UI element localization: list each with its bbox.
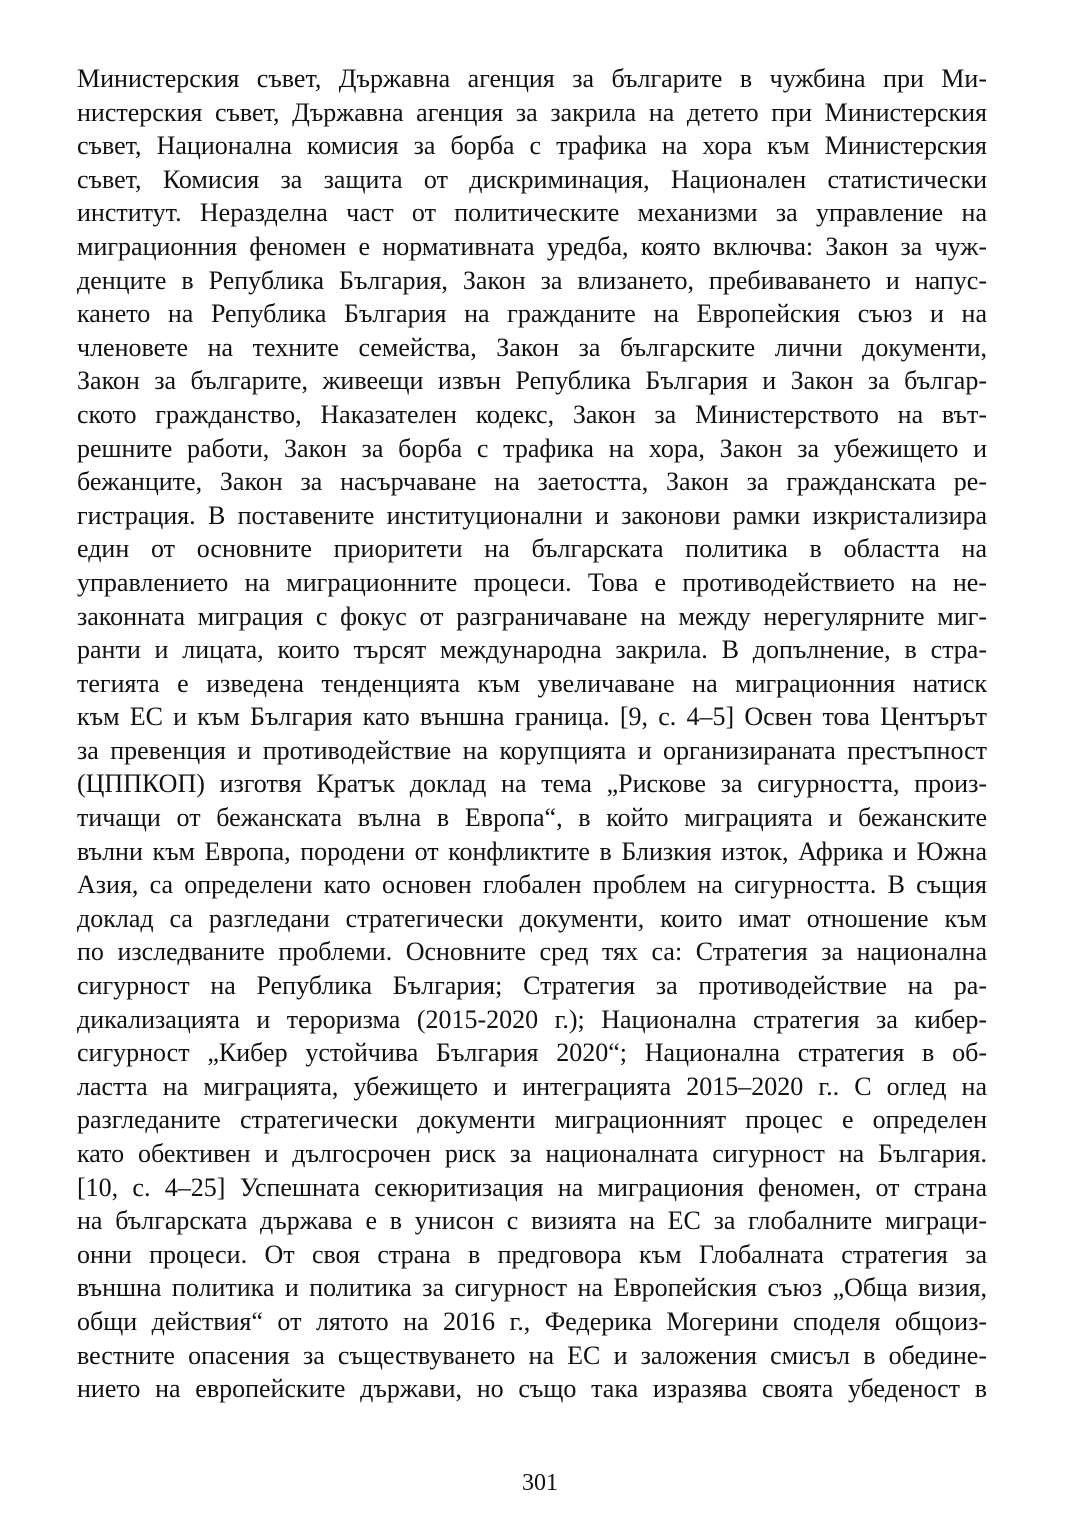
text-line: вестните опасения за съществуването на ЕС и заложения смисъл в обедине- <box>77 1340 987 1370</box>
text-line: дикализацията и тероризма (2015-2020 г.); Национална стратегия за кибер- <box>77 1004 987 1034</box>
text-line: онни процеси. От своя страна в предговора към Глобалната стратегия за <box>77 1239 987 1269</box>
text-line: бежанците, Закон за насърчаване на заетостта, Закон за гражданската ре- <box>77 467 987 497</box>
text-line: на българската държава е в унисон с визията на ЕС за глобалните миграци- <box>77 1206 987 1236</box>
page-number: 301 <box>522 1470 558 1496</box>
text-line: като обективен и дългосрочен риск за националната сигурност на България. <box>77 1139 987 1168</box>
text-line: миграционния феномен е нормативната уредба, която включва: Закон за чуж- <box>77 231 987 261</box>
text-line: съвет, Комисия за защита от дискриминация, Национален статистически <box>77 164 987 194</box>
text-line: общи действия“ от лятото на 2016 г., Федерика Могерини споделя общоиз- <box>77 1306 987 1336</box>
text-line: Азия, са определени като основен глобален проблем на сигурността. В същия <box>77 870 987 900</box>
text-line: тегията е изведена тенденцията към увеличаване на миграционния натиск <box>77 668 987 698</box>
text-line: един от основните приоритети на българската политика в областта на <box>77 534 987 564</box>
text-line: тичащи от бежанската вълна в Европа“, в който миграцията и бежанските <box>77 803 987 833</box>
text-line: (ЦППКОП) изготвя Кратък доклад на тема „Рискове за сигурността, произ- <box>77 769 987 799</box>
text-line: ранти и лицата, които търсят международна закрила. В допълнение, в стра- <box>77 635 987 665</box>
text-line: по изследваните проблеми. Основните сред тях са: Стратегия за национална <box>77 937 987 967</box>
text-line: институт. Неразделна част от политическите механизми за управление на <box>77 198 987 228</box>
body-text <box>77 62 987 1406</box>
text-line: решните работи, Закон за борба с трафика на хора, Закон за убежището и <box>77 433 987 463</box>
text-line: кането на Република България на гражданите на Европейския съюз и на <box>77 299 987 329</box>
text-line: ластта на миграцията, убежището и интеграцията 2015–2020 г.. С оглед на <box>77 1071 987 1101</box>
text-line: Министерския съвет, Държавна агенция за българите в чужбина при Ми- <box>77 64 987 93</box>
text-line: ското гражданство, Наказателен кодекс, Закон за Министерството на вът- <box>77 399 987 429</box>
text-line: членовете на техните семейства, Закон за българските лични документи, <box>77 332 987 362</box>
text-line: нистерския съвет, Държавна агенция за закрила на детето при Министерския <box>77 97 987 127</box>
text-line: управлението на миграционните процеси. Това е противодействието на не- <box>77 567 987 597</box>
text-line: сигурност „Кибер устойчива България 2020“; Национална стратегия в об- <box>77 1038 987 1068</box>
text-line: външна политика и политика за сигурност на Европейския съюз „Обща визия, <box>77 1273 987 1303</box>
text-line: гистрация. В поставените институционални и законови рамки изкристализира <box>77 500 987 530</box>
text-line: [10, с. 4–25] Успешната секюритизация на миграциония феномен, от страна <box>77 1172 987 1202</box>
text-line: законната миграция с фокус от разграничаване на между нерегулярните миг- <box>77 601 987 631</box>
text-line: съвет, Национална комисия за борба с трафика на хора към Министерския <box>77 131 987 161</box>
text-line: денците в Република България, Закон за влизането, пребиваването и напус- <box>77 265 987 295</box>
text-line: сигурност на Република България; Стратегия за противодействие на ра- <box>77 971 987 1001</box>
text-line: към ЕС и към България като външна граница. [9, с. 4–5] Освен това Центърът <box>77 702 987 732</box>
text-line: разгледаните стратегически документи миграционният процес е определен <box>77 1105 987 1135</box>
text-line: вълни към Европа, породени от конфликтите в Близкия изток, Африка и Южна <box>77 836 987 866</box>
text-line: Закон за българите, живеещи извън Република България и Закон за българ- <box>77 366 987 396</box>
text-line: нието на европейските държави, но също така изразява своята убеденост в <box>77 1374 987 1404</box>
text-line: доклад са разгледани стратегически документи, които имат отношение към <box>77 903 987 933</box>
text-line: за превенция и противодействие на корупцията и организираната престъпност <box>77 735 987 765</box>
